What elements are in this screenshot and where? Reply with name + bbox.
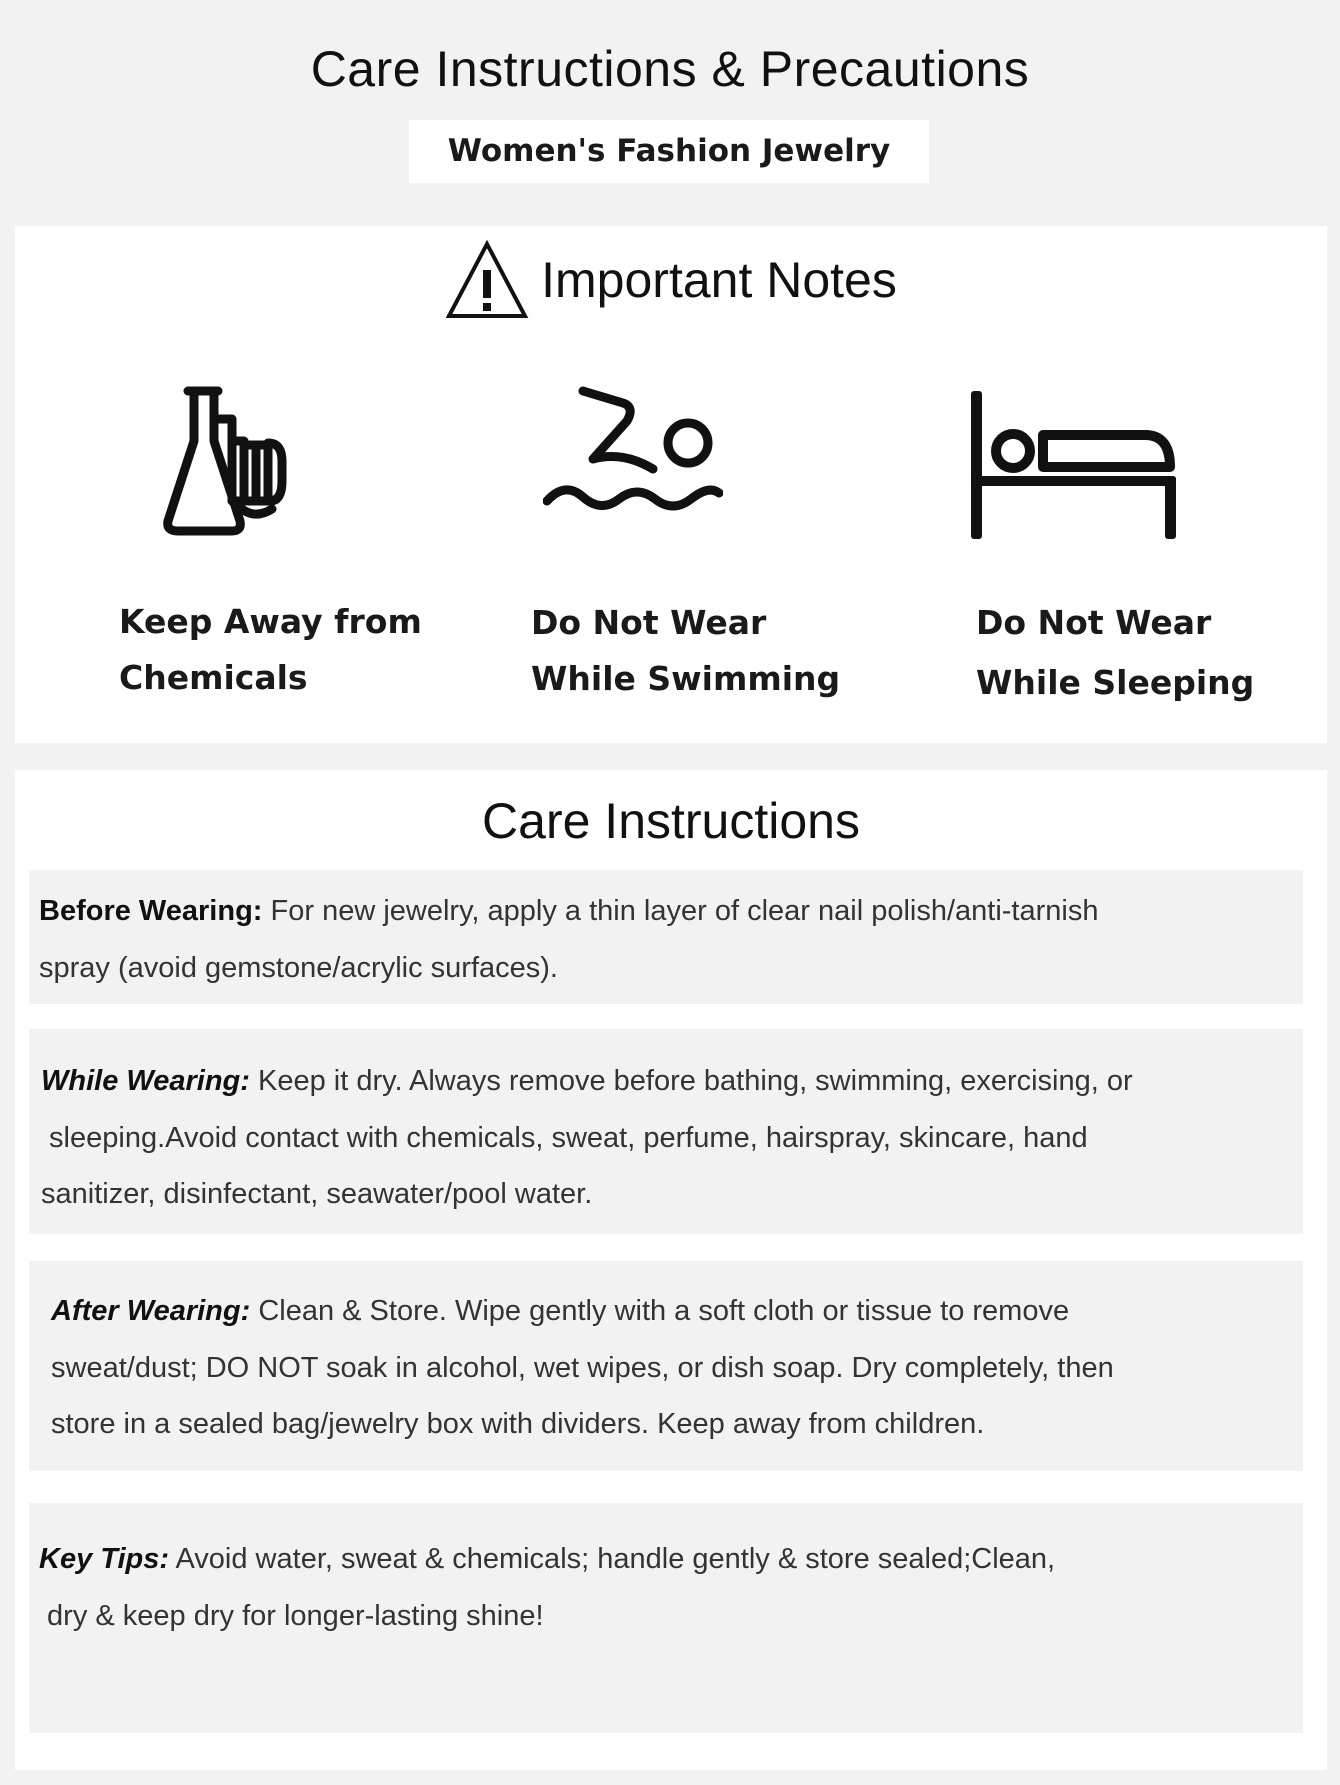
important-notes-title: Important Notes [541,252,897,308]
care-lead-key-tips: Key Tips: [39,1543,170,1575]
care-text-after-wearing: After Wearing: Clean & Store. Wipe gently with a soft cloth or tissue to remove sweat/dust; DO NOT soak in alcohol, wet wipes, or dish soap. Dry completely, then store in a sealed bag/jewelry box with dividers. Keep away from children. [51,1295,1114,1440]
note-label-swimming: Do Not Wear While Swimming [531,603,841,698]
care-instructions-panel [15,770,1327,1770]
bed-icon [965,381,1195,541]
important-notes-heading [15,240,1327,320]
warning-triangle-icon [445,238,529,322]
page-title: Care Instructions & Precautions [310,41,1030,97]
care-lead-while-wearing: While Wearing: [41,1065,250,1097]
care-text-key-tips: Key Tips: Avoid water, sweat & chemicals; handle gently & store sealed;Clean, dry & keep dry for longer-lasting shine! [39,1543,1056,1632]
note-label-sleeping: Do Not Wear While Sleeping [976,603,1255,702]
swimmer-icon [543,381,723,531]
care-lead-before-wearing: Before Wearing: [39,895,263,927]
chemicals-flask-icon [160,381,330,541]
care-lead-after-wearing: After Wearing: [51,1295,251,1327]
care-text-before-wearing: Before Wearing: For new jewelry, apply a thin layer of clear nail polish/anti-tarnish spray (avoid gemstone/acrylic surfaces). [39,895,1099,984]
important-notes-panel [15,226,1327,743]
note-label-chemicals: Keep Away from Chemicals [119,602,422,697]
page-subtitle: Women's Fashion Jewelry [409,120,929,183]
care-text-while-wearing: While Wearing: Keep it dry. Always remove before bathing, swimming, exercising, or sleeping.Avoid contact with chemicals, sweat, perfume, hairspray, skincare, hand sanitizer, disinfectant, seawater/pool water. [41,1065,1133,1210]
care-instructions-title: Care Instructions [482,793,860,849]
